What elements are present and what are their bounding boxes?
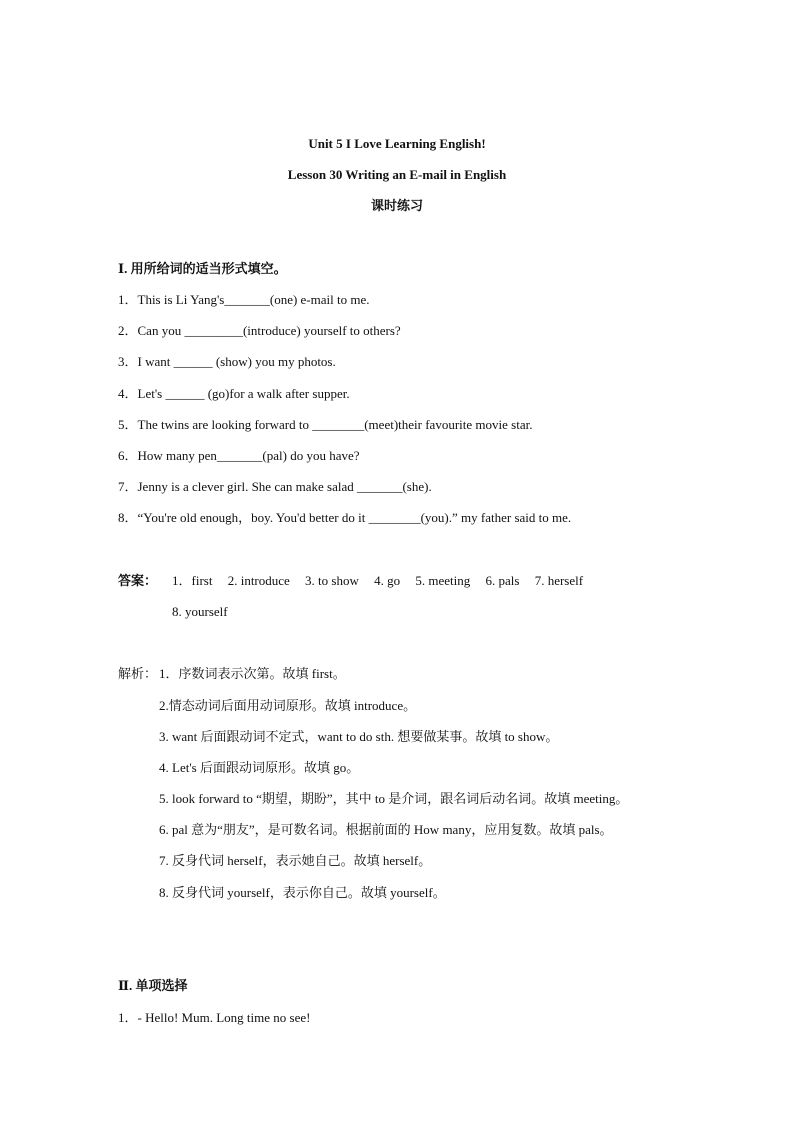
answer-item-last: 8. yourself (172, 604, 228, 619)
question-6: 6．How many pen_______(pal) do you have? (118, 448, 360, 463)
answer-item: 1．first (172, 573, 213, 588)
explanation-6: 6. pal 意为“朋友”，是可数名词。根据前面的 How many，应用复数。故填 pals。 (159, 822, 613, 837)
explanation-7: 7. 反身代词 herself，表示她自己。故填 herself。 (159, 853, 432, 868)
explanation-3: 3. want 后面跟动词不定式，want to do sth. 想要做某事。故填 to show。 (159, 729, 559, 744)
section-2-heading: Ⅱ. 单项选择 (118, 978, 188, 993)
answer-item: 3. to show (305, 573, 359, 588)
explanation-2: 2.情态动词后面用动词原形。故填 introduce。 (159, 698, 417, 713)
question-4: 4．Let's ______ (go)for a walk after supper. (118, 386, 350, 401)
answer-item: 5. meeting (415, 573, 471, 588)
answer-item: 6. pals (485, 573, 520, 588)
answer-item: 7. herself (534, 573, 584, 588)
page-subtitle: 课时练习 (370, 198, 423, 213)
explanation-8: 8. 反身代词 yourself，表示你自己。故填 yourself。 (159, 885, 446, 900)
answer-item: 4. go (374, 573, 401, 588)
explanations-label: 解析： (118, 666, 158, 681)
section-1-heading: Ⅰ. 用所给词的适当形式填空。 (118, 261, 287, 276)
unit-title: Unit 5 I Love Learning English! (308, 136, 486, 151)
lesson-title: Lesson 30 Writing an E-mail in English (287, 167, 507, 182)
section-2-question-1: 1．- Hello! Mum. Long time no see! (118, 1010, 311, 1025)
answer-item: 2. introduce (227, 573, 290, 588)
question-2: 2．Can you _________(introduce) yourself to others? (118, 323, 401, 338)
explanation-1: 1．序数词表示次第。故填 first。 (159, 666, 346, 681)
question-8: 8．“You're old enough，boy. You'd better do it ________(you).” my father said to me. (118, 510, 572, 525)
explanation-5: 5. look forward to “期望，期盼”，其中 to 是介词，跟名词后动名词。故填 meeting。 (159, 791, 629, 806)
explanation-4: 4. Let's 后面跟动词原形。故填 go。 (159, 760, 360, 775)
question-7: 7．Jenny is a clever girl. She can make salad _______(she). (118, 479, 432, 494)
question-3: 3．I want ______ (show) you my photos. (118, 354, 336, 369)
answers-list (172, 573, 595, 589)
answers-label: 答案： (118, 573, 158, 588)
question-1: 1．This is Li Yang's_______(one) e-mail to me. (118, 292, 370, 307)
question-5: 5．The twins are looking forward to ________(meet)their favourite movie star. (118, 417, 533, 432)
